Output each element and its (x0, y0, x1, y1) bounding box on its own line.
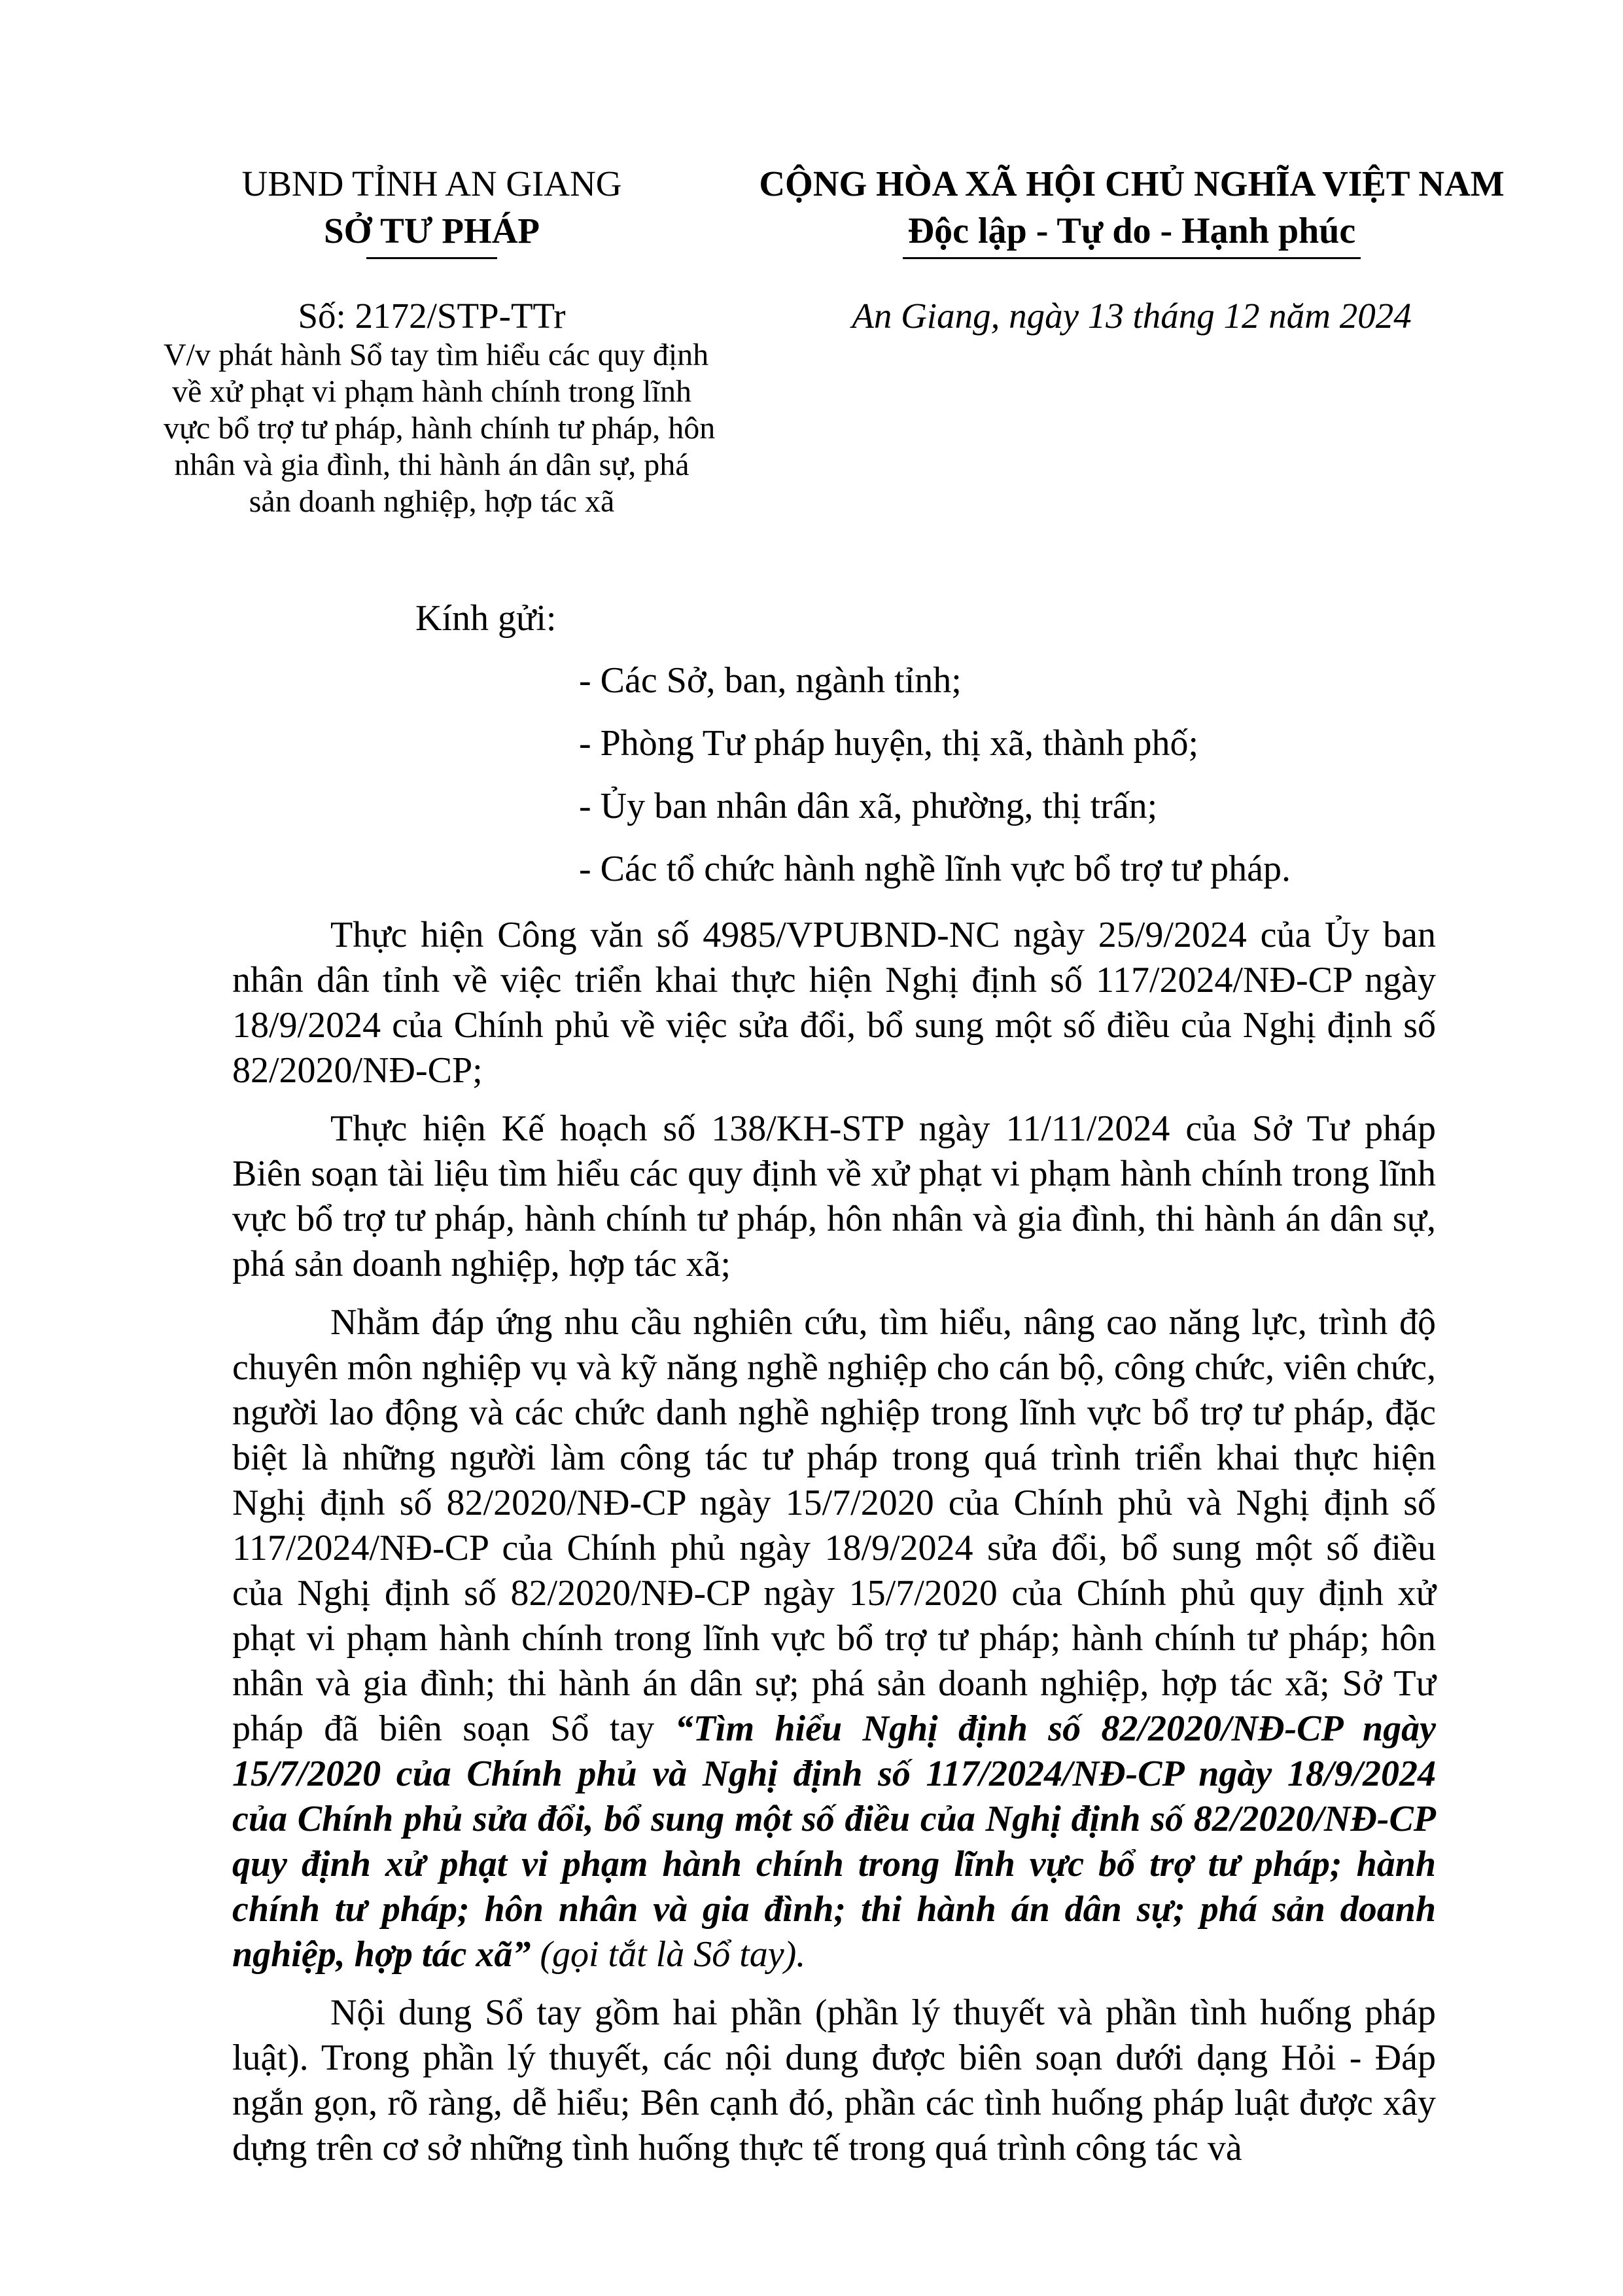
subject-line: V/v phát hành Sổ tay tìm hiểu các quy định (164, 338, 709, 372)
subject-line: sản doanh nghiệp, hợp tác xã (249, 484, 615, 519)
department-underline (366, 257, 497, 259)
subject-line: về xử phạt vi phạm hành chính trong lĩnh (172, 374, 691, 409)
national-motto: Độc lập - Tự do - Hạnh phúc (907, 211, 1356, 251)
body-paragraph: Nội dung Sổ tay gồm hai phần (phần lý thuyết và phần tình huống pháp luật). Trong phần lý thuyết, các nội dung được biên soạn dưới dạng Hỏi - Đáp ngắn gọn, rõ ràng, dễ hiểu; Bên cạnh đó, phần các tình huống pháp luật được xây dựng trên cơ sở những tình huống thực tế trong quá trình công tác và (232, 1992, 1436, 2168)
document-body (232, 913, 1436, 2184)
department-name: SỞ TƯ PHÁP (323, 211, 540, 251)
issuing-authority (164, 160, 700, 259)
body-paragraph: Thực hiện Công văn số 4985/VPUBND-NC ngày 25/9/2024 của Ủy ban nhân dân tỉnh về việc triển khai thực hiện Nghị định số 117/2024/NĐ-CP ngày 18/9/2024 của Chính phủ về việc sửa đổi, bổ sung một số điều của Nghị định số 82/2020/NĐ-CP; (232, 915, 1436, 1091)
recipient-item: - Ủy ban nhân dân xã, phường, thị trấn; (579, 786, 1158, 826)
nation-name: CỘNG HÒA XÃ HỘI CHỦ NGHĨA VIỆT NAM (759, 164, 1505, 203)
recipient-item: - Phòng Tư pháp huyện, thị xã, thành phố; (579, 723, 1198, 764)
handbook-title: “Tìm hiểu Nghị định số 82/2020/NĐ-CP ngày 15/7/2020 của Chính phủ và Nghị định số 117/2024/NĐ-CP ngày 18/9/2024 của Chính phủ sửa đổi, bổ sung một số điều của Nghị định số 82/2020/NĐ-CP quy định xử phạt vi phạm hành chính trong lĩnh vực bổ trợ tư pháp; hành chính tư pháp; hôn nhân và gia đình; thi hành án dân sự; phá sản doanh nghiệp, hợp tác xã” (232, 1708, 1436, 1975)
recipient-item: - Các tổ chức hành nghề lĩnh vực bổ trợ tư pháp. (579, 849, 1291, 889)
document-subject (164, 337, 716, 520)
document-date: An Giang, ngày 13 tháng 12 năm 2024 (852, 296, 1412, 336)
body-paragraph (232, 1300, 1436, 1977)
agency-name: UBND TỈNH AN GIANG (241, 164, 622, 203)
recipient-list (579, 658, 1291, 909)
handbook-short-name: (gọi tắt là Sổ tay). (531, 1934, 806, 1975)
salutation: Kính gửi: (415, 598, 557, 639)
subject-line: nhân và gia đình, thi hành án dân sự, phá (174, 448, 689, 482)
paragraph-text: Nhằm đáp ứng nhu cầu nghiên cứu, tìm hiểu, nâng cao năng lực, trình độ chuyên môn nghiệp vụ và kỹ năng nghề nghiệp cho cán bộ, công chức, viên chức, người lao động và các chức danh nghề nghiệp trong lĩnh vực bổ trợ tư pháp, đặc biệt là những người làm công tác tư pháp trong quá trình triển khai thực hiện Nghị định số 82/2020/NĐ-CP ngày 15/7/2020 của Chính phủ và Nghị định số 117/2024/NĐ-CP của Chính phủ ngày 18/9/2024 sửa đổi, bổ sung một số điều của Nghị định số 82/2020/NĐ-CP ngày 15/7/2020 của Chính phủ quy định xử phạt vi phạm hành chính trong lĩnh vực bổ trợ tư pháp; hành chính tư pháp; hôn nhân và gia đình; thi hành án dân sự; phá sản doanh nghiệp, hợp tác xã; Sở Tư pháp đã biên soạn Sổ tay (232, 1302, 1436, 1749)
body-paragraph: Thực hiện Kế hoạch số 138/KH-STP ngày 11/11/2024 của Sở Tư pháp Biên soạn tài liệu tìm hiểu các quy định về xử phạt vi phạm hành chính trong lĩnh vực bổ trợ tư pháp, hành chính tư pháp, hôn nhân và gia đình, thi hành án dân sự, phá sản doanh nghiệp, hợp tác xã; (232, 1108, 1436, 1284)
national-title (746, 160, 1518, 259)
document-number: Số: 2172/STP-TTr (298, 296, 566, 336)
motto-underline (903, 257, 1361, 259)
recipient-item: - Các Sở, ban, ngành tỉnh; (579, 660, 962, 701)
subject-line: vực bổ trợ tư pháp, hành chính tư pháp, hôn (164, 411, 716, 446)
